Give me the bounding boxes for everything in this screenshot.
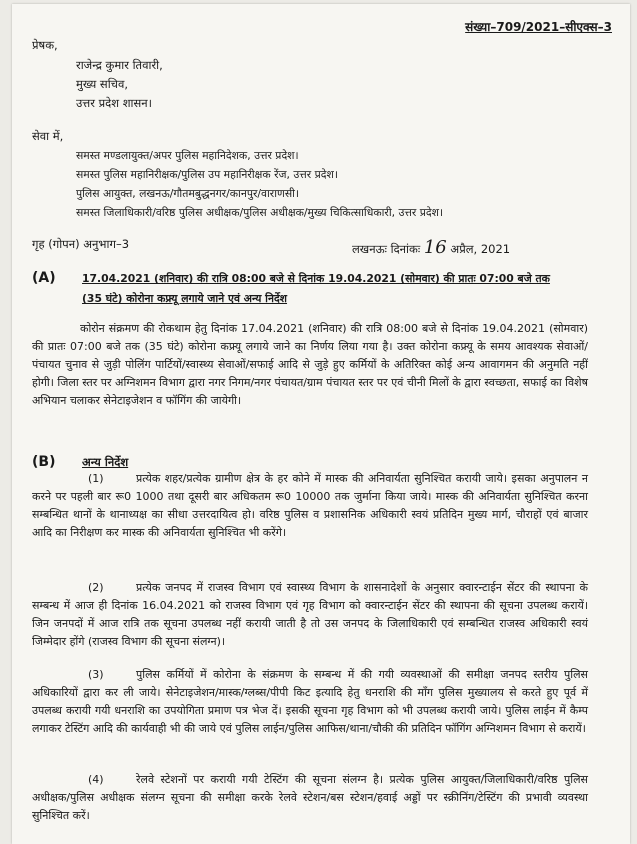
section-a-label: (A) xyxy=(32,270,56,286)
item-number: (4) xyxy=(88,773,104,786)
date-prefix: लखनऊः दिनांकः xyxy=(352,242,421,256)
instruction-paragraph: प्रत्येक शहर/प्रत्येक ग्रामीण क्षेत्र के हर कोने में मास्क की अनिवार्यता सुनिश्चित करायी जाये। इसका अनुपालन न करने पर पहली बार रू0 1000 तथा दूसरी बार अधिकतम रू0 10000 तक जुर्माना किया जाये। मास्क की अनिवार्यता सुनिश्चित करना सम्बन्धित थानों के थानाध्यक्ष का सीधा उत्तरदायित्व हो। वरिष्ठ पुलिस व प्रशासनिक अधिकारी स्वयं प्रतिदिन मुख्य मार्ग, चौराहों एवं बाजार आदि का निरीक्षण कर मास्क की अनिवार्यता सुनिश्चित भी करेंगे। xyxy=(32,472,588,539)
section-b-label: (B) xyxy=(32,454,56,470)
date-line xyxy=(352,237,510,258)
reference-number: संख्या–709/2021–सीएक्स–3 xyxy=(465,20,612,34)
section-b-heading: अन्य निर्देश xyxy=(82,455,129,469)
date-day-handwritten: 16 xyxy=(423,237,447,258)
recipient-line: समस्त मण्डलायुक्त/अपर पुलिस महानिदेशक, उत्तर प्रदेश। xyxy=(76,149,299,162)
recipient-line: पुलिस आयुक्त, लखनऊ/गौतमबुद्धनगर/कानपुर/वाराणसी। xyxy=(76,187,300,200)
instruction-paragraph: रेलवे स्टेशनों पर करायी गयी टेस्टिंग की सूचना संलग्न है। प्रत्येक पुलिस आयुक्त/जिलाधिकारी/वरिष्ठ पुलिस अधीक्षक/पुलिस अधीक्षक संलग्न सूचना की समीक्षा करके रेलवे स्टेशन/बस स्टेशन/हवाई अड्डों पर स्क्रीनिंग/टेस्टिंग की प्रभावी व्यवस्था सुनिश्चित करें। xyxy=(32,773,588,822)
date-rest: अप्रैल, 2021 xyxy=(450,242,511,256)
section-a-body: कोरोन संक्रमण की रोकथाम हेतु दिनांक 17.04.2021 (शनिवार) की रात्रि 08:00 बजे से दिनांक 19.04.2021 (सोमवार) की प्रातः 07:00 बजे तक (35 घंटे) कोरोना कफ्र्यू लगाये जाने का निर्णय लिया गया है। उक्त कोरोना कफ्र्यू के समय आवश्यक सेवाओं/पंचायत चुनाव से जुड़ी पोलिंग पार्टियों/स्वास्थ्य सेवाओं/सफाई आदि से जुड़े हुए कर्मियों के अतिरिक्त कोई अन्य आवागमन की अनुमति नहीं होगी। जिला स्तर पर अग्निशमन विभाग द्वारा नगर निगम/नगर पंचायत/ग्राम पंचायत स्तर पर एवं चीनी मिलों के द्वारा स्वच्छता, सफाई का विशेष अभियान चलाकर सेनेटाइजेशन व फॉगिंग की जायेगी। xyxy=(32,322,588,407)
section-a-heading-cont: (35 घंटे) कोरोना कफ्र्यू लगाये जाने एवं अन्य निर्देश xyxy=(82,292,288,305)
item-number: (2) xyxy=(88,581,104,594)
to-label: सेवा में, xyxy=(32,129,64,143)
sender-office: उत्तर प्रदेश शासन। xyxy=(76,96,153,110)
department: गृह (गोपन) अनुभाग–3 xyxy=(32,237,130,251)
item-number: (3) xyxy=(88,668,104,681)
recipient-line: समस्त पुलिस महानिरीक्षक/पुलिस उप महानिरीक्षक रेंज, उत्तर प्रदेश। xyxy=(76,168,338,181)
section-a-heading: 17.04.2021 (शनिवार) की रात्रि 08:00 बजे से दिनांक 19.04.2021 (सोमवार) की प्रातः 07:00 बजे तक xyxy=(82,272,550,285)
item-number: (1) xyxy=(88,472,104,485)
recipient-line: समस्त जिलाधिकारी/वरिष्ठ पुलिस अधीक्षक/पुलिस अधीक्षक/मुख्य चिकित्साधिकारी, उत्तर प्रदेश। xyxy=(76,206,444,219)
from-label: प्रेषक, xyxy=(32,38,58,52)
sender-designation: मुख्य सचिव, xyxy=(76,77,129,91)
instruction-paragraph: प्रत्येक जनपद में राजस्व विभाग एवं स्वास्थ्य विभाग के शासनादेशों के अनुसार क्वारन्टाईन सेंटर की स्थापना के सम्बन्ध में आज ही दिनांक 16.04.2021 को राजस्व विभाग एवं गृह विभाग को क्वारन्टाईन सेंटर की स्थापना की सूचना उपलब्ध करायें। जिन जनपदों में आज रात्रि तक सूचना उपलब्ध नहीं करायी जाती है तो उस जनपद के जिलाधिकारी एवं सम्बन्धित राजस्व अधिकारी स्वयं जिम्मेदार होंगे (राजस्व विभाग की सूचना संलग्न)। xyxy=(32,581,588,648)
sender-name: राजेन्द्र कुमार तिवारी, xyxy=(76,58,163,72)
instruction-paragraph: पुलिस कर्मियों में कोरोना के संक्रमण के सम्बन्ध में की गयी व्यवस्थाओं की समीक्षा जनपद स्तरीय पुलिस अधिकारियों द्वारा कर ली जाये। सेनेटाइजेशन/मास्क/ग्लब्स/पीपी किट इत्यादि हेतु धनराशि की माँग पुलिस मुख्यालय से करते हुए पूर्व में उपलब्ध करायी गयी धनराशि का उपयोगिता प्रमाण पत्र भेज दें। इसकी सूचना गृह विभाग को भी उपलब्ध करायी जाये। पुलिस लाईन में कैम्प लगाकर टेस्टिंग आदि की कार्यवाही भी की जाये एवं पुलिस लाईन/पुलिस आफिस/थाना/चौकी की प्रतिदिन फॉगिंग अग्निशमन विभाग से करायें। xyxy=(32,668,588,735)
letter-page xyxy=(12,4,630,844)
